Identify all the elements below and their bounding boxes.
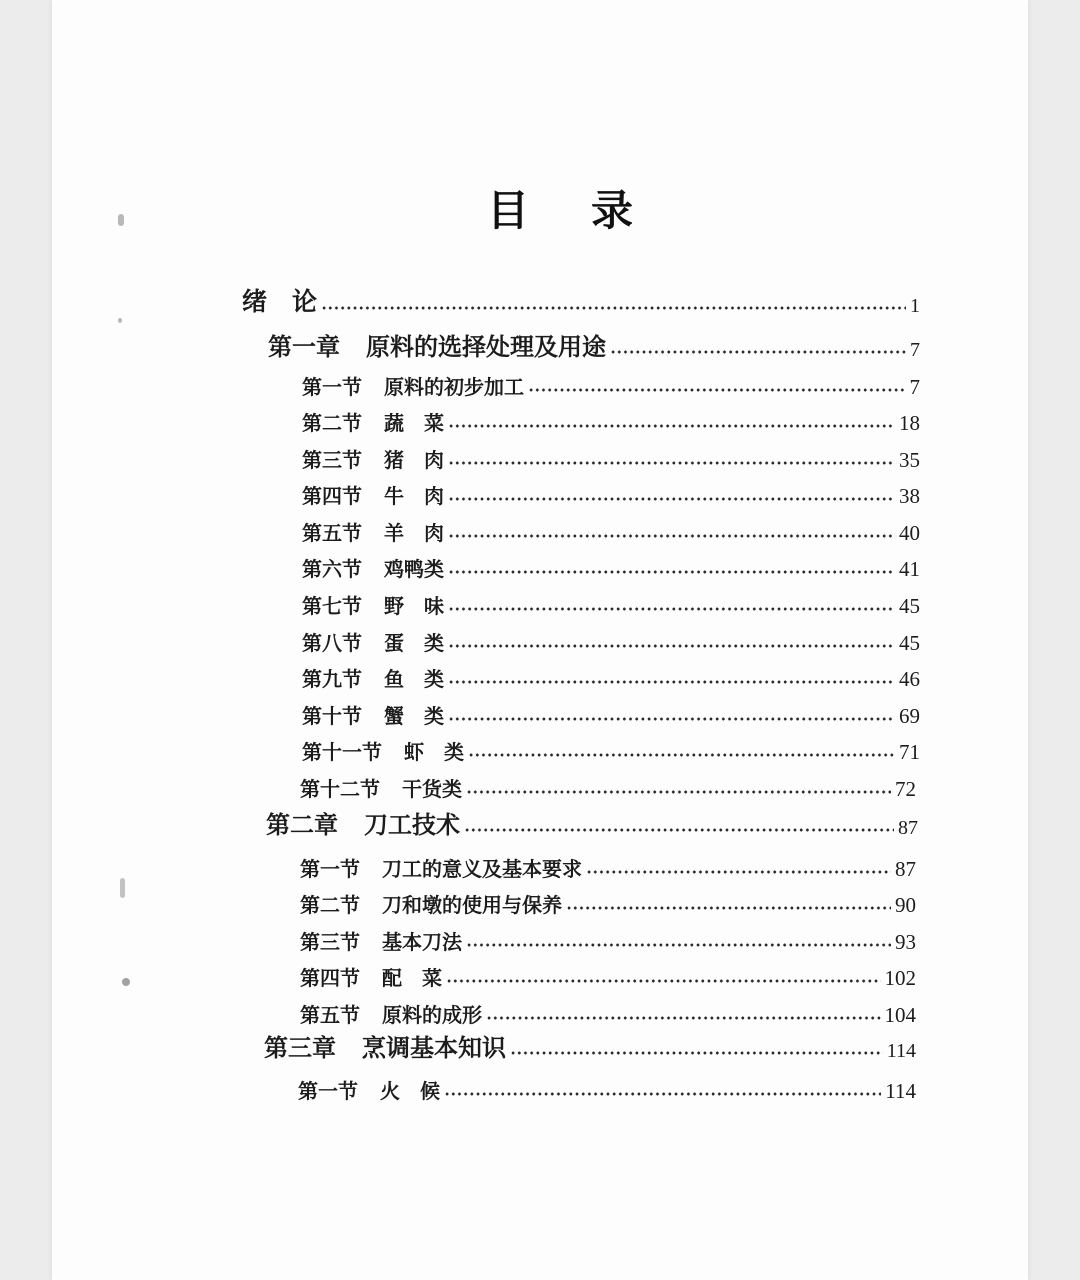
dot-leader bbox=[448, 697, 895, 729]
chapter-title: 烹调基本知识 bbox=[362, 1033, 506, 1062]
section-title: 猪 肉 bbox=[384, 448, 444, 472]
toc-chapter-3[interactable] bbox=[264, 1031, 916, 1063]
section-title: 干货类 bbox=[402, 777, 462, 801]
toc-page-number: 71 bbox=[899, 740, 920, 764]
toc-page-number: 41 bbox=[899, 557, 920, 581]
dot-leader bbox=[448, 441, 895, 473]
toc-section[interactable] bbox=[302, 441, 920, 473]
dot-leader bbox=[444, 1072, 881, 1104]
toc-section[interactable] bbox=[302, 624, 920, 656]
section-title: 基本刀法 bbox=[382, 930, 462, 954]
chapter-title: 原料的选择处理及用途 bbox=[366, 332, 606, 361]
section-title: 蔬 菜 bbox=[384, 411, 444, 435]
section-title: 原料的成形 bbox=[382, 1003, 482, 1027]
section-title: 火 候 bbox=[380, 1079, 440, 1103]
toc-section[interactable] bbox=[302, 368, 920, 400]
dot-leader bbox=[464, 808, 894, 840]
section-number: 第四节 bbox=[302, 484, 362, 508]
dot-leader bbox=[610, 330, 906, 362]
chapter-number: 第一章 bbox=[268, 332, 340, 361]
section-title: 鸡鸭类 bbox=[384, 557, 444, 581]
toc-page-number: 87 bbox=[898, 817, 918, 839]
dot-leader bbox=[486, 996, 881, 1028]
toc-section[interactable] bbox=[300, 996, 916, 1028]
section-number: 第六节 bbox=[302, 557, 362, 581]
section-title: 羊 肉 bbox=[384, 521, 444, 545]
chapter-number: 第三章 bbox=[264, 1033, 336, 1062]
toc-section[interactable] bbox=[302, 697, 920, 729]
section-title: 牛 肉 bbox=[384, 484, 444, 508]
toc-page-number: 69 bbox=[899, 704, 920, 728]
dot-leader bbox=[468, 733, 895, 765]
toc-page-number: 72 bbox=[895, 777, 916, 801]
section-number: 第十二节 bbox=[300, 777, 380, 801]
toc-page-number: 18 bbox=[899, 411, 920, 435]
title-char-2: 录 bbox=[591, 186, 634, 235]
toc-page-number: 45 bbox=[899, 631, 920, 655]
section-number: 第四节 bbox=[300, 966, 360, 990]
dot-leader bbox=[448, 550, 895, 582]
toc-page-number: 1 bbox=[910, 295, 920, 317]
section-number: 第一节 bbox=[300, 857, 360, 881]
section-title: 蛋 类 bbox=[384, 631, 444, 655]
dot-leader bbox=[448, 514, 895, 546]
toc-section[interactable] bbox=[302, 733, 920, 765]
section-number: 第一节 bbox=[302, 375, 362, 399]
chapter-number: 第二章 bbox=[266, 810, 338, 839]
dot-leader bbox=[528, 368, 906, 400]
dot-leader bbox=[448, 477, 895, 509]
toc-page-number: 102 bbox=[884, 966, 916, 990]
toc-page-number: 7 bbox=[910, 339, 920, 361]
toc-page-number: 45 bbox=[899, 594, 920, 618]
dot-leader bbox=[466, 923, 891, 955]
dot-leader bbox=[566, 886, 891, 918]
section-number: 第三节 bbox=[302, 448, 362, 472]
toc-page-number: 38 bbox=[899, 484, 920, 508]
toc-section[interactable] bbox=[300, 923, 916, 955]
toc-section[interactable] bbox=[298, 1072, 916, 1104]
toc-page-number: 90 bbox=[895, 893, 916, 917]
dot-leader bbox=[466, 770, 891, 802]
section-number: 第三节 bbox=[300, 930, 360, 954]
toc-chapter-1[interactable] bbox=[268, 330, 920, 362]
section-title: 配 菜 bbox=[382, 966, 442, 990]
section-number: 第一节 bbox=[298, 1079, 358, 1103]
table-of-contents bbox=[52, 0, 1028, 1280]
section-number: 第十一节 bbox=[302, 740, 382, 764]
toc-section[interactable] bbox=[300, 850, 916, 882]
section-title: 刀和墩的使用与保养 bbox=[382, 893, 562, 917]
toc-section[interactable] bbox=[300, 959, 916, 991]
dot-leader bbox=[448, 660, 895, 692]
toc-section[interactable] bbox=[300, 770, 916, 802]
section-title: 虾 类 bbox=[404, 740, 464, 764]
toc-page-number: 104 bbox=[884, 1003, 916, 1027]
dot-leader bbox=[586, 850, 891, 882]
toc-page-number: 46 bbox=[899, 667, 920, 691]
toc-section[interactable] bbox=[302, 587, 920, 619]
toc-section[interactable] bbox=[302, 550, 920, 582]
toc-page-number: 35 bbox=[899, 448, 920, 472]
chapter-title: 刀工技术 bbox=[364, 810, 460, 839]
section-number: 第五节 bbox=[300, 1003, 360, 1027]
toc-section[interactable] bbox=[302, 514, 920, 546]
toc-page-number: 93 bbox=[895, 930, 916, 954]
toc-page-number: 87 bbox=[895, 857, 916, 881]
toc-entry-name: 绪 论 bbox=[242, 287, 318, 316]
section-title: 原料的初步加工 bbox=[384, 375, 524, 399]
section-number: 第二节 bbox=[302, 411, 362, 435]
toc-page-number: 114 bbox=[886, 1040, 916, 1062]
toc-section[interactable] bbox=[300, 886, 916, 918]
section-title: 蟹 类 bbox=[384, 704, 444, 728]
section-number: 第二节 bbox=[300, 893, 360, 917]
section-number: 第十节 bbox=[302, 704, 362, 728]
book-page bbox=[52, 0, 1028, 1280]
toc-section[interactable] bbox=[302, 477, 920, 509]
section-number: 第八节 bbox=[302, 631, 362, 655]
dot-leader bbox=[510, 1031, 883, 1063]
section-number: 第九节 bbox=[302, 667, 362, 691]
dot-leader bbox=[446, 959, 881, 991]
section-number: 第七节 bbox=[302, 594, 362, 618]
dot-leader bbox=[448, 587, 895, 619]
dot-leader bbox=[448, 404, 895, 436]
toc-page-number: 114 bbox=[885, 1079, 916, 1103]
dot-leader bbox=[448, 624, 895, 656]
toc-entry-intro[interactable] bbox=[242, 286, 920, 318]
section-title: 刀工的意义及基本要求 bbox=[382, 857, 582, 881]
section-number: 第五节 bbox=[302, 521, 362, 545]
toc-section[interactable] bbox=[302, 660, 920, 692]
toc-section[interactable] bbox=[302, 404, 920, 436]
section-title: 野 味 bbox=[384, 594, 444, 618]
toc-chapter-2[interactable] bbox=[266, 808, 918, 840]
toc-page-number: 7 bbox=[909, 375, 920, 399]
title-char-1: 目 bbox=[486, 186, 529, 235]
toc-page-number: 40 bbox=[899, 521, 920, 545]
section-title: 鱼 类 bbox=[384, 667, 444, 691]
dot-leader bbox=[321, 286, 906, 318]
